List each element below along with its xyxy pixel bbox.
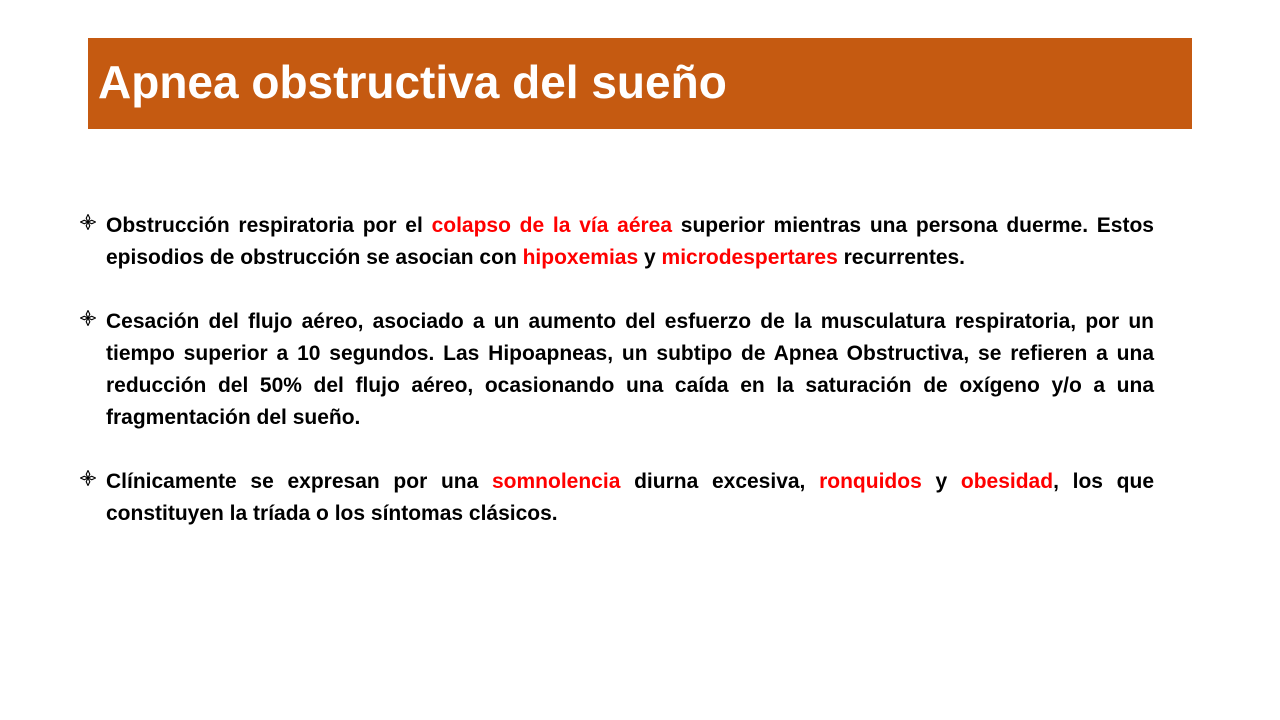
text-segment: diurna excesiva,: [620, 470, 820, 493]
text-segment: y: [638, 246, 662, 269]
bullet-text: [106, 466, 1154, 530]
bullet-item: [72, 466, 1154, 530]
four-diamond-star-icon: [80, 470, 96, 486]
text-segment: Clínicamente se expresan por una: [106, 470, 492, 493]
title-bar: [88, 38, 1192, 129]
highlighted-term: hipoxemias: [522, 246, 639, 269]
text-segment: y: [921, 470, 961, 493]
bullet-item: [72, 306, 1154, 434]
text-segment: , los que constituyen la tríada o los síntomas clásicos.: [106, 470, 1154, 525]
text-segment: superior mientras una persona duerme. Estos episodios de obstrucción se asocian con: [106, 214, 1154, 269]
text-segment: Obstrucción respiratoria por el: [106, 214, 432, 237]
four-diamond-star-icon: [80, 310, 96, 326]
bullet-text: [106, 210, 1154, 274]
slide-title: Apnea obstructiva del sueño: [98, 56, 727, 108]
four-diamond-star-icon: [80, 214, 96, 230]
bullet-list: [72, 210, 1154, 562]
highlighted-term: somnolencia: [492, 470, 621, 493]
highlighted-term: obesidad: [960, 470, 1054, 493]
highlighted-term: microdespertares: [661, 246, 838, 269]
bullet-item: [72, 210, 1154, 274]
text-segment: recurrentes.: [837, 246, 966, 269]
text-segment: Cesación del flujo aéreo, asociado a un aumento del esfuerzo de la musculatura respiratoria, por un tiempo superior a 10 segundos. Las Hipoapneas, un subtipo de Apnea Obstructiva, se refieren a una reducción del 50% del flujo aéreo, ocasionando una caída en la saturación de oxígeno y/o a una fragmentación del sueño.: [106, 310, 1154, 429]
bullet-text: [106, 306, 1154, 434]
highlighted-term: ronquidos: [819, 470, 922, 493]
highlighted-term: colapso de la vía aérea: [431, 214, 673, 237]
